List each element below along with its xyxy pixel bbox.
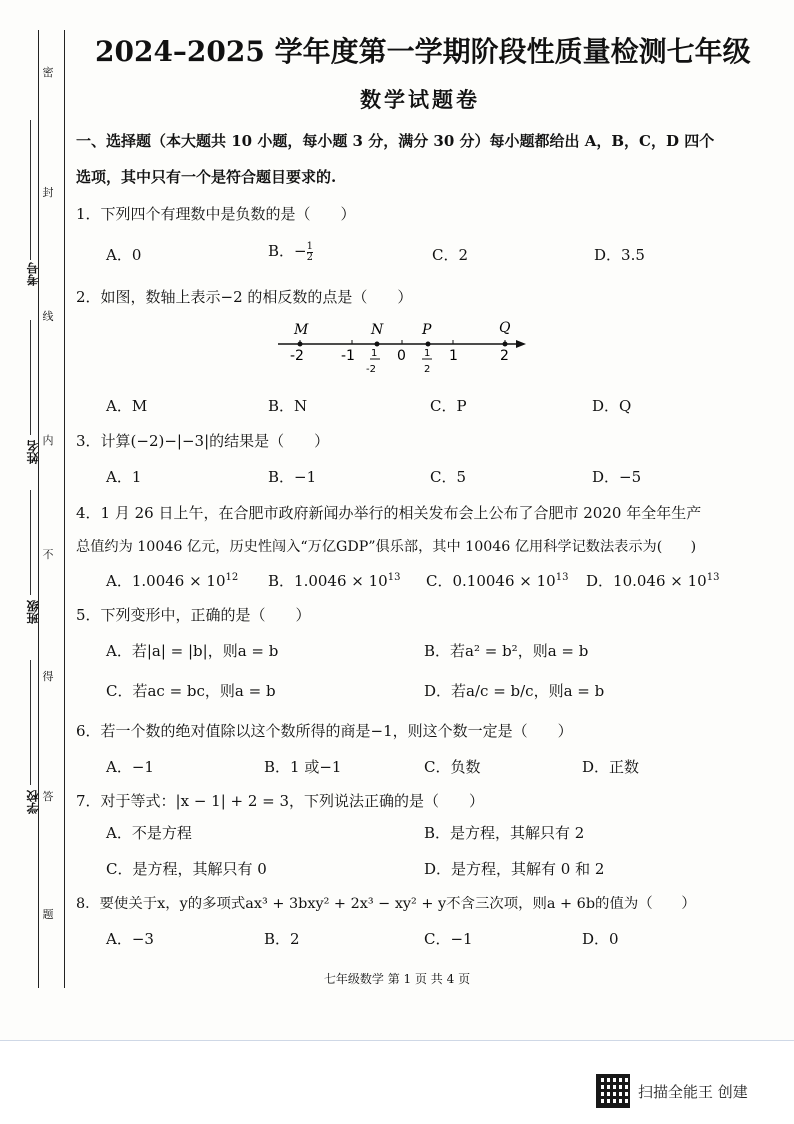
option-c[interactable]: C．−1 bbox=[424, 930, 473, 948]
question-stem-cont: 总值约为 10046 亿元，历史性闯入“万亿GDP”俱乐部，其中 10046 亿用科学记数法表示为( ) bbox=[76, 539, 697, 555]
seal-char: 封 bbox=[42, 186, 54, 199]
option-b[interactable]: B．是方程，其解只有 2 bbox=[424, 824, 585, 842]
exponent: 12 bbox=[225, 572, 239, 583]
seal-char: 题 bbox=[42, 908, 54, 921]
option-b[interactable]: B．N bbox=[268, 397, 308, 415]
exponent: 13 bbox=[706, 572, 720, 583]
fraction-num: 1 bbox=[306, 240, 313, 252]
point-label-m: M bbox=[294, 322, 309, 338]
option-a[interactable]: A．−1 bbox=[106, 758, 154, 776]
page-footer: 七年级数学 第 1 页 共 4 页 bbox=[323, 972, 471, 986]
binding-line-outer bbox=[38, 30, 39, 988]
number-line-figure bbox=[270, 318, 530, 382]
tick-label: -1 bbox=[341, 348, 355, 364]
option-label: A．1.0046 × 10 bbox=[106, 572, 226, 590]
option-c[interactable]: C．5 bbox=[430, 468, 467, 486]
option-d[interactable]: D．0 bbox=[582, 930, 619, 948]
point-label-q: Q bbox=[499, 320, 511, 336]
seal-char: 不 bbox=[42, 548, 54, 561]
option-c[interactable]: C．2 bbox=[432, 246, 469, 264]
option-a[interactable]: A．M bbox=[106, 397, 148, 415]
option-c[interactable]: C．是方程，其解只有 0 bbox=[106, 860, 267, 878]
option-c[interactable]: C．负数 bbox=[424, 758, 481, 776]
exponent: 13 bbox=[387, 572, 401, 583]
seal-char: 线 bbox=[42, 310, 54, 323]
question-stem: 1．下列四个有理数中是负数的是（ ） bbox=[76, 205, 356, 223]
field-school-line[interactable] bbox=[30, 660, 31, 785]
binding-line-inner bbox=[64, 30, 65, 988]
fraction-den: 2 bbox=[306, 251, 313, 263]
qr-code-icon bbox=[596, 1074, 630, 1108]
fraction-label-n-den: -2 bbox=[366, 364, 376, 375]
field-school-label: 学校 bbox=[26, 790, 40, 814]
tick-label: 2 bbox=[500, 348, 509, 364]
section-intro-cont: 选项，其中只有一个是符合题目要求的. bbox=[76, 168, 337, 186]
question-stem: 8．要使关于x，y的多项式ax³ + 3bxy² + 2x³ − xy² + y不含三次项，则a + 6b的值为（ ） bbox=[76, 896, 696, 912]
option-d[interactable]: D．Q bbox=[592, 397, 632, 415]
field-exam-number-label: 考号 bbox=[26, 262, 40, 286]
point-q bbox=[503, 342, 508, 347]
tick-label: 1 bbox=[449, 348, 458, 364]
question-stem: 5．下列变形中，正确的是（ ） bbox=[76, 606, 311, 624]
option-d[interactable]: D．−5 bbox=[592, 468, 642, 486]
fraction-label-p-den: 2 bbox=[424, 364, 431, 375]
option-a[interactable]: A．−3 bbox=[106, 930, 154, 948]
fraction-label-n: 1 bbox=[371, 348, 378, 359]
scanner-text: 扫描全能王 创建 bbox=[638, 1082, 748, 1101]
option-c[interactable]: C．P bbox=[430, 397, 467, 415]
field-name-line[interactable] bbox=[30, 320, 31, 435]
option-a[interactable]: A．不是方程 bbox=[106, 824, 192, 842]
point-label-p: P bbox=[422, 322, 432, 338]
question-stem: 3．计算(−2)−|−3|的结果是（ ） bbox=[76, 432, 330, 450]
question-stem: 2．如图，数轴上表示−2 的相反数的点是（ ） bbox=[76, 288, 413, 306]
option-c[interactable]: C．若ac = bc，则a = b bbox=[106, 682, 276, 700]
exam-title: 2024–2025 学年度第一学期阶段性质量检测七年级 bbox=[95, 35, 751, 68]
scanner-watermark bbox=[596, 1074, 748, 1108]
option-d[interactable]: D．是方程，其解有 0 和 2 bbox=[424, 860, 605, 878]
section-intro: 一、选择题（本大题共 10 小题，每小题 3 分，满分 30 分）每小题都给出 A，B，C，D 四个 bbox=[76, 132, 715, 150]
option-label: D．10.046 × 10 bbox=[586, 572, 707, 590]
option-b[interactable] bbox=[268, 240, 313, 263]
exponent: 13 bbox=[555, 572, 569, 583]
option-b[interactable]: B．1 或−1 bbox=[264, 758, 342, 776]
point-m bbox=[298, 342, 303, 347]
option-d[interactable]: D．正数 bbox=[582, 758, 640, 776]
option-a[interactable] bbox=[106, 570, 238, 591]
point-label-n: N bbox=[371, 322, 384, 338]
option-b[interactable]: B．−1 bbox=[268, 468, 317, 486]
option-label: B．1.0046 × 10 bbox=[268, 572, 388, 590]
option-b[interactable]: B．2 bbox=[264, 930, 300, 948]
seal-char: 答 bbox=[42, 790, 54, 803]
option-d[interactable]: D．若a/c = b/c，则a = b bbox=[424, 682, 605, 700]
field-class-label: 班级 bbox=[26, 600, 40, 624]
option-d[interactable] bbox=[586, 570, 719, 591]
exam-subtitle: 数学试题卷 bbox=[360, 87, 480, 112]
tick-label: -2 bbox=[290, 348, 304, 364]
page-bottom-edge bbox=[0, 1040, 794, 1041]
option-d[interactable]: D．3.5 bbox=[594, 246, 645, 264]
option-c[interactable] bbox=[426, 570, 568, 591]
seal-char: 得 bbox=[42, 670, 54, 683]
fraction bbox=[307, 242, 313, 263]
question-stem: 7．对于等式：|x − 1| + 2 = 3，下列说法正确的是（ ） bbox=[76, 792, 485, 810]
option-b[interactable]: B．若a² = b²，则a = b bbox=[424, 642, 589, 660]
seal-char: 密 bbox=[42, 66, 54, 79]
question-stem: 4．1 月 26 日上午，在合肥市政府新闻办举行的相关发布会上公布了合肥市 2020 年全年生产 bbox=[76, 504, 702, 522]
option-a[interactable]: A．1 bbox=[106, 468, 142, 486]
field-name-label: 姓名 bbox=[26, 440, 40, 464]
option-label: C．0.10046 × 10 bbox=[426, 572, 556, 590]
question-stem: 6．若一个数的绝对值除以这个数所得的商是−1，则这个数一定是（ ） bbox=[76, 722, 573, 740]
field-exam-number-line[interactable] bbox=[30, 120, 31, 260]
seal-char: 内 bbox=[42, 434, 54, 447]
tick-label: 0 bbox=[397, 348, 406, 364]
option-a[interactable]: A．若|a| = |b|，则a = b bbox=[106, 642, 279, 660]
point-p bbox=[426, 342, 431, 347]
fraction-label-p: 1 bbox=[424, 348, 431, 359]
number-line-arrow bbox=[516, 340, 526, 348]
option-a[interactable]: A．0 bbox=[106, 246, 142, 264]
point-n bbox=[375, 342, 380, 347]
field-class-line[interactable] bbox=[30, 490, 31, 595]
option-b[interactable] bbox=[268, 570, 400, 591]
option-label: B．− bbox=[268, 242, 307, 260]
